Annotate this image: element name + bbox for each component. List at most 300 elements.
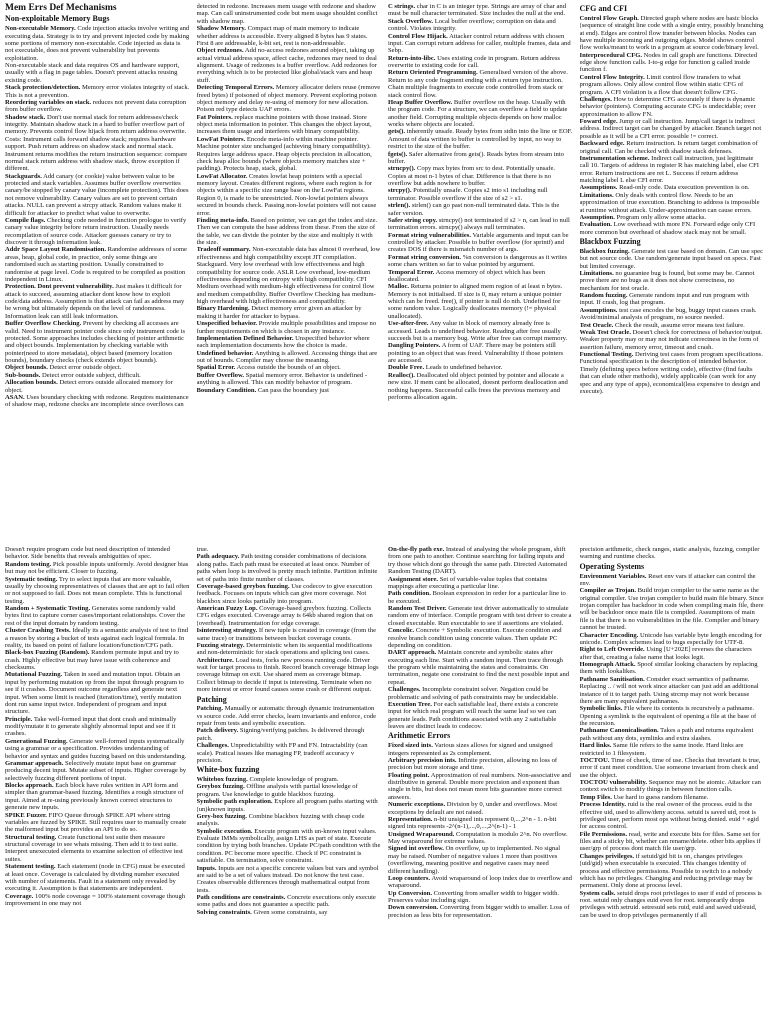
entry-text: Offline analysis with partial knowledge of program. Use knowledge to guide blackbox fuzzing. bbox=[196, 783, 358, 798]
entry-text: Set of variable-value tuples that contains mappings after executing a particular line. bbox=[388, 575, 548, 590]
top-column-2 bbox=[197, 3, 382, 541]
entry-text: Compact map of main memory to indicate whether address is accessible. Every aligned 8 bytes has 9 states. First 8 are addressable, k-bit set, rest is non-addressable. bbox=[196, 25, 368, 47]
entry-term: Test Oracle. bbox=[579, 321, 614, 329]
entry-return-oriented-programming bbox=[388, 69, 573, 99]
entry-text: Detect memory error given an attacker by making it harder for attacker to bypass. bbox=[196, 305, 362, 320]
entry-systematic-testing bbox=[5, 576, 190, 606]
bottom-half bbox=[5, 546, 764, 1024]
entry-dart-approach bbox=[388, 649, 573, 686]
entry-solving-constraints bbox=[197, 909, 382, 916]
entry-term: Hard links. bbox=[579, 742, 612, 750]
entry-format-string-vulnerabilities bbox=[388, 232, 573, 254]
entry-term: Blackbox fuzzing. bbox=[579, 247, 630, 255]
entry-term: Numeric exceptions. bbox=[388, 801, 446, 809]
section-heading-blackbox-fuzzing: Blackbox Fuzzing bbox=[579, 237, 641, 247]
entry-text: Use codecov to give execution feedback. Focuses on inputs which can give more coverage. Not blackbox since looks partially into program. bbox=[196, 582, 373, 605]
entry-pathname-sanitisation bbox=[580, 676, 765, 706]
entry-text: Takes a path and returns equivalent path without any dots, symlinks and extra slashes. bbox=[579, 727, 754, 742]
entry-continuation bbox=[197, 3, 382, 25]
entry-process-identity bbox=[580, 801, 765, 831]
entry-term: Symbolic path exploration. bbox=[196, 798, 273, 806]
entry-system-calls bbox=[580, 890, 765, 920]
entry-numeric-exceptions bbox=[388, 801, 573, 816]
entry-term: Malloc. bbox=[388, 283, 410, 291]
entry-file-permissions bbox=[580, 831, 765, 853]
entry-weak-test-oracle bbox=[580, 329, 765, 351]
entry-term: TOCTOU vulnerability. bbox=[579, 779, 648, 787]
entry-lowfat-allocator bbox=[197, 173, 382, 217]
entry-text: Doesn't require program code but need description of intended behavior. Side benefits that reveals ambiguities of spec. bbox=[5, 546, 170, 561]
entry-text: Signing/verifying patches. Is delivered through patch. bbox=[196, 727, 365, 742]
entry-sub-bounds bbox=[5, 372, 190, 379]
entry-term: Environment Variables. bbox=[579, 572, 647, 580]
entry-tradeoff-summary bbox=[197, 246, 382, 305]
entry-right-to-left-override bbox=[580, 646, 765, 661]
entry-assignment-store bbox=[388, 576, 573, 591]
entry-text: Uses boundary checking with redzone. Requires maintenance of shadow map, redzone checks are incomplete since overflows can bbox=[5, 393, 189, 409]
entry-term: Implementation Defined Behavior. bbox=[196, 334, 294, 342]
entry-text: precision arithmetic, check ranges, static analysis, fuzzing, compiler warning and runtime checks. bbox=[579, 546, 760, 561]
entry-signed-int-overflow bbox=[388, 845, 573, 875]
entry-toctou bbox=[580, 757, 765, 779]
entry-term: Tradeoff summary. bbox=[196, 246, 251, 254]
entry-structural-testing bbox=[5, 834, 190, 864]
entry-term: Instrumentation scheme. bbox=[579, 154, 650, 162]
entry-term: gets(). bbox=[388, 128, 406, 136]
entry-term: fgets(). bbox=[388, 150, 408, 158]
entry-statement-testing bbox=[5, 863, 190, 893]
top-half bbox=[5, 3, 764, 541]
entry-text: Read-only code. Data execution prevention is on. bbox=[619, 184, 750, 192]
entry-text: Take well-formed input that dont crash and minimally modify/mutate it to generate slightly abnormal input and see if it crashes. bbox=[5, 715, 177, 738]
entry-heap-buffer-overflow bbox=[388, 99, 573, 129]
entry-term: Evaluation. bbox=[579, 221, 612, 229]
entry-term: Assumptions. bbox=[579, 184, 618, 192]
entry-foward-edge bbox=[580, 118, 765, 140]
entry-text: replace machine pointers with those instead. Store object meta information in pointer. This changes the object layout, increases them usage and interferes with binary compatibility. bbox=[196, 113, 372, 136]
entry-c-strings bbox=[388, 3, 573, 18]
entry-text: Unicode has variable byte length encoding for unicode. Complex schemes lead to bugs especially for UTF-8. bbox=[579, 631, 762, 646]
entry-term: Execution Tree. bbox=[388, 700, 432, 708]
entry-term: Coverage-based greybox fuzzing. bbox=[196, 582, 290, 590]
entry-term: TOCTOU. bbox=[579, 756, 610, 764]
entry-term: Signed int overflow. bbox=[388, 845, 444, 853]
entry-execution-tree bbox=[388, 701, 573, 731]
entry-text: Encode meta-info within machine pointer. Machine pointer size unchanged (achieving binary compatibility). Requires large address space. Heap objects precision in allocation, check heap alloc bounds (where objects memory matches size + padding). Protects heap, stack, global. bbox=[196, 135, 372, 173]
entry-text: Memory error violates integrity of stack. This is not a prevention. bbox=[5, 84, 190, 99]
entry-term: Functional Testing. bbox=[579, 351, 634, 359]
entry-term: Object redzones. bbox=[196, 47, 244, 55]
entry-implementation-defined-behavior bbox=[197, 335, 382, 350]
entry-text: Explore all program paths starting with (un)known inputs. bbox=[196, 798, 378, 813]
entry-text: Time of check, time of use. Checks that invariant is true, error if cant meet condition. Use someone invariant from check and use the object. bbox=[579, 756, 761, 779]
entry-term: strlen(). bbox=[388, 202, 411, 210]
entry-object-redzones bbox=[197, 47, 382, 84]
entry-text: Randomise addresses of some areas, heap, global code, in practice, only some things are randomised such as starting position. Usually constrained to randomise at page level. Code is required to be compiled as position independent in Linux. bbox=[5, 246, 187, 283]
entry-term: Systematic testing. bbox=[5, 575, 58, 583]
bottom-column-3 bbox=[388, 546, 573, 1024]
entry-text: Low overhead with more FN. Forward edge only CFI more common but overhead of shadow stack may not be small. bbox=[579, 221, 756, 236]
entry-text: Program only allow some attacks. bbox=[616, 213, 707, 221]
entry-isinteresting-strategy bbox=[197, 627, 382, 642]
entry-interprocedural-cfg bbox=[580, 52, 765, 74]
entry-text: Just makes it difficult for attack to succeed, assuming attacker dont know how to exploit code/data address. Assumption is that attack can fail as address may be wrong but ultimately depends on the level of randomness. Information leak can still leak information. bbox=[5, 283, 185, 320]
entry-text: Avoid wraparound of loop index due to overflow and wraparound. bbox=[388, 874, 572, 890]
entry-symbolic-path-exploration bbox=[197, 798, 382, 813]
entry-term: File Permissions. bbox=[579, 830, 628, 838]
entry-text: Taken in seed and mutation input. Obtain an input by performing mutation op from the input through program to see if it crashes. Document outcome regardless and generate next input. When some limit is reached (iteration/time), verify mutation dont run same input twice. Independent of program and input structure. bbox=[5, 671, 184, 716]
entry-text: Path testing consider combinations of decisions along paths. Each path must be executed at least once. Number of paths when loop is involved is pretty much infinite. Partition infinite set of paths into finite number of classes. bbox=[196, 553, 378, 583]
entry-text: Potentially unsafe. Copies s2 into s1 including null terminator. Possible overflow if the size of s2 > s1. bbox=[388, 187, 548, 202]
entry-lowfat-pointers bbox=[197, 136, 382, 173]
entry-term: Limitations. bbox=[579, 269, 614, 277]
entry-stack-protection-detection bbox=[5, 84, 190, 99]
entry-term: Arbitrary precision ints. bbox=[388, 756, 457, 764]
entry-term: Temp Files. bbox=[579, 793, 612, 801]
entry-text: Attacker control return address with chosen input. Can corrupt return address for caller, multiple frames, data and Sebp. bbox=[388, 32, 571, 55]
entry-inputs bbox=[197, 865, 382, 895]
entry-fat-pointers bbox=[197, 114, 382, 136]
section-heading-white-box-fuzzing: White-box fuzzing bbox=[196, 765, 260, 775]
entry-text: If new tuple is created in coverage (from the same trace) or transitions between bucket coverage counts. bbox=[196, 627, 377, 642]
entry-term: Allocation bounds. bbox=[5, 379, 58, 387]
entry-fuzzing-strategy bbox=[197, 642, 382, 657]
entry-text: Memory allocator defers reuse (remove freed bytes) if poisoned of object memory. Prevent exploring poison object memory and delay re-using of memory for new allocation. Poison red type detects UAF errors. bbox=[196, 84, 381, 114]
entry-term: Random testing. bbox=[5, 560, 52, 568]
entry-text: Prevent by checking all accesses are valid. Need to instrument pointer code since only instrument code is protected. Some approaches includes checking of pointer arithmetic and object bounds. Implementation by checking variable with pointer(need to store metadata), object based (memory location bounds), boundary checks (check extends object bounds). bbox=[5, 320, 186, 365]
entry-term: Limitations. bbox=[579, 191, 614, 199]
bottom-column-2 bbox=[197, 546, 382, 1024]
entry-text: Each block have rules written in API form and simpler than grammar-based fuzzing. Identifies a rough structure of input. Aimed at re-using previously known correct structures to generate new inputs. bbox=[5, 782, 184, 812]
entry-text: Add no-access redzones around object, taking up actual virtual address space, affect cache, redzones may need to deal alignment. Usage of redzones is a buffer overflow. Add redzones for everything which is to be protected like global/stack vars and heap stuff. bbox=[196, 47, 377, 84]
entry-temporal-error bbox=[388, 269, 573, 284]
entry-text: Provide multiple possibilities and impose no further requirements on which is chosen in any instance. bbox=[196, 320, 377, 335]
entry-term: American Fuzzy Lop. bbox=[196, 605, 258, 612]
entry-on-the-fly-path-exe bbox=[388, 546, 573, 576]
entry-text: Deallocated old object pointed by pointer and allocate a new size. If mem cant be allocated, doesnt perform deallocation and nothing happens. Successful calls frees the previous memory and performs allocation again. bbox=[388, 371, 568, 401]
entry-detecting-temporal-errors bbox=[197, 84, 382, 114]
entry-text: Boolean expression in order for a particular line to be executed. bbox=[388, 590, 566, 605]
entry-term: Concolic. bbox=[388, 627, 415, 635]
entry-control-flow-graph bbox=[580, 15, 765, 52]
entry-strcpy bbox=[388, 187, 573, 202]
entry-path-condition bbox=[388, 590, 573, 605]
entry-text: Deterministic when its sequential modifications and non-deterministic for stack operations and splicing test cases. bbox=[196, 641, 373, 657]
entry-text: Based on pointer, we can get the index and size. Then we can compute the base address from these. From the size of the table, we can divide the pointer by the size and multiply it with the size. bbox=[196, 216, 378, 246]
entry-text: Detect error outside subject, difficult. bbox=[42, 371, 141, 379]
entry-up-conversion bbox=[388, 890, 573, 905]
entry-random-systematic-testing bbox=[5, 605, 190, 627]
entry-text: Create functional test suite then measure structural coverage to see whats missing. Then add it to test suite. Interpret unexecuted elements to examine selection of effective test suites. bbox=[5, 833, 183, 863]
entry-malloc bbox=[388, 283, 573, 320]
entry-text: Safer alternative from gets(). Reads bytes from stream into buffer. bbox=[388, 150, 564, 165]
entry-term: Fuzzing strategy. bbox=[196, 641, 245, 649]
entry-text: Unpredictability with FP and FN. Intractability (can scale). Pratical issues like managing FP, tradeoff accuracy v precision. bbox=[196, 742, 368, 764]
entry-term: Assumptions. bbox=[579, 306, 618, 314]
entry-text: Detect error outside object. bbox=[49, 364, 122, 372]
entry-text: Generate random input and run program with input. If crash, log that program. bbox=[579, 292, 749, 307]
entry-term: strncpy(). bbox=[388, 165, 416, 173]
entry-american-fuzzy-lop bbox=[197, 605, 382, 627]
entry-text: if setuid/gid bit is on, changes privileges (uid/gid) when executable is executed. This changes identity of process and effective permissions. Possible to switch to a nobody which has no privileges. Changing and reducing privilege may be permanent. Only done at process level. bbox=[579, 852, 753, 890]
entry-text: Build trojan compiler to the same name as the original compiler. Use trojan compiler to build main file binary. Since trojan compiler has backdoor in code when compiling main file, there will be backdoor once main file is compiled. Assumptions of main file is that there is no vulnerabilities in the file. Compiler and binary cannot be trusted. bbox=[579, 587, 764, 632]
entry-term: Inputs. bbox=[196, 864, 217, 872]
entry-assumption bbox=[580, 214, 765, 221]
entry-random-fuzzing bbox=[580, 292, 765, 307]
entry-text: Sequence may not be atomic. Attacker can context switch to modify things in between function calls. bbox=[579, 779, 761, 794]
entry-term: Stack Overflow. bbox=[388, 17, 434, 25]
entry-term: Boundary Condition. bbox=[196, 386, 257, 394]
entry-environment-variables bbox=[580, 573, 765, 588]
entry-term: Control Flow Integrity. bbox=[579, 73, 645, 81]
entry-text: Ideally its a semantic analysis of test to find a reason by storing a bucket of tests against each logical formula. In reality, its based on point of failure location/function/CFG path. bbox=[5, 627, 189, 649]
entry-text: Buffer overflow on the heap. Usually with the program code. For a structure, we can overflow a field to update another field. Corrupting multiple objects depends on how malloc works where objects are located. bbox=[388, 98, 568, 128]
entry-text: Instead of analysing the whole program, shift from one path to another. Continue searching for failing inputs and try those which dont go through the same path. Directed Automated Random Testing (DART). bbox=[388, 546, 567, 576]
entry-representation bbox=[388, 816, 573, 831]
entry-shadow-memory bbox=[197, 25, 382, 47]
entry-term: Floating point. bbox=[388, 771, 430, 779]
entry-text: %n conversion is dangerous as it writes some chars written so far to value pointed by argument. bbox=[388, 253, 568, 269]
entry-test-oracle bbox=[580, 322, 765, 329]
entry-term: Realloc(). bbox=[388, 371, 415, 379]
entry-text: 100% node coverage = 100% statement coverage though improvement in one may not bbox=[5, 892, 186, 907]
section-heading-patching: Patching bbox=[196, 694, 227, 704]
page-title: Mem Errs Def Mechanisms bbox=[5, 3, 117, 13]
entry-term: System calls. bbox=[579, 889, 616, 897]
entry-term: DART approach. bbox=[388, 649, 437, 657]
entry-text: Generate well-formed inputs systematically using a grammar or a specification. Provides understanding of behavior and syntax and guides fuzzing based on this understanding. bbox=[5, 737, 187, 760]
entry-term: Buffer Overflow Checking. bbox=[5, 320, 82, 328]
entry-binary-hardening bbox=[197, 305, 382, 320]
entry-text: Return instruction. Is return target combination of original call. Can be checked with shadow stack defenses. bbox=[579, 140, 758, 155]
entry-text: Copy max bytes from src to dest. Potentially unsafe. Copies at most n-1 bytes of char. Difference is that there is no overflow but adds nowhere to buffer. bbox=[388, 165, 556, 187]
entry-text: On overflow, up to implemented. No signal may be raised. Number of negative values 1 more than positives (overflowing, meaning positive and negative cases may need different handling). bbox=[388, 845, 561, 875]
entry-evaluation bbox=[580, 221, 765, 236]
entry-text: Anything is allowed. Accessing things that are out of bounds. Compiler may choose the meaning. bbox=[196, 349, 378, 364]
entry-coverage-based-greybox-fuzzing bbox=[197, 583, 382, 605]
entry-whitebox-fuzzing bbox=[197, 776, 382, 783]
entry-term: Path adequacy. bbox=[196, 553, 240, 561]
entry-text: FIFO Queue through SPIKE API where string variables are fuzzed by SPIKE. Still requires user to manually create the malformed input but provides an API to do so. bbox=[5, 811, 187, 834]
entry-addr-space-layout-randomisation bbox=[5, 246, 190, 283]
top-column-4 bbox=[580, 3, 765, 541]
entry-text: Given some constraints, say bbox=[253, 908, 328, 916]
entry-grammar-approach bbox=[5, 760, 190, 782]
entry-text: ruid is the real owner of the process. euid is the effective uid, used to allow/deny access. setuid is saved uid, root is privileged user, perform most ops without being denied. euid + egid for access control. bbox=[579, 801, 759, 831]
entry-strncpy bbox=[388, 165, 573, 187]
entry-coverage bbox=[5, 893, 190, 908]
entry-text: Non-executable data has almost 0 overhead, low effectiveness and high compatibility except JIT compilation. Stackguard. Very low overhead with low effectiveness and high compatibility for source code. ASLR Low overhead, low-medium effectiveness depending on entropy with high compatibility. CFI Medium overhead with medium-high effectiveness for control flow and medium compatibility. Buffer Overflow Checking has medium-high overhead with high effectiveness and compatibility. bbox=[196, 246, 381, 305]
entry-floating-point bbox=[388, 772, 573, 802]
entry-fgets bbox=[388, 151, 573, 166]
entry-principle bbox=[5, 716, 190, 738]
entry-text: Maintain concrete and symbolic states after executing each line. Start with a random input. Then trace through the program while maintaining the states and constraints. On termination, negate one constraint to find the next possible input and repeat. bbox=[388, 649, 570, 686]
entry-path-conditions-are-constraints bbox=[197, 894, 382, 909]
entry-text: Pick possible inputs uniformly. Avoid designer bias but may not be efficient. Closer to fuzzing. bbox=[5, 560, 189, 576]
top-column-3 bbox=[388, 3, 573, 541]
entry-loop-counters bbox=[388, 875, 573, 890]
entry-text: inherently unsafe. Ready bytes from stdin into the line or EOF. Amount of data written to buffer is controlled by input, no way to restrict to the size of the buffer. bbox=[388, 128, 573, 151]
entry-text: Variable arguments and input can be controlled by attacker. Possible to buffer overflow (for sprintf) and creates DOS if there is mismatch number of args. bbox=[388, 231, 569, 254]
entry-term: On-the-fly path exe. bbox=[388, 546, 445, 553]
entry-text: Load tests, forks new process running code. Driver wait for target process to finish. Record branch coverage bitmap logs coverage bitmap on exit. Use shared mem as coverage bitmap. Collect bitmap to decide if input is interesting. Terminate when no more interest or error found causes some crash or different output. bbox=[196, 656, 379, 694]
entry-text: Manually or automatic through dynamic instrumentation vs source code. Add error checks, learn invariants and enforce, code repair from tests and symbolic execution. bbox=[196, 705, 377, 728]
entry-text: Generates some randomly valid bytes first to capture corner cases/important relationships. Cover the rest of the input domain by random testing. bbox=[5, 605, 185, 627]
entry-random-test-driver bbox=[388, 605, 573, 627]
entry-term: Undefined behavior. bbox=[196, 349, 254, 357]
entry-text: Division by 0, under and overflows. Most exceptions by default are not raised. bbox=[388, 801, 558, 816]
entry-text: A form of UAF. There may be pointers still pointing to an object that was freed. Vulnerability if those pointers are accessed. bbox=[388, 342, 564, 364]
entry-term: Fat Pointers. bbox=[196, 113, 233, 121]
entry-text: reduces not prevent data corruption from buffer overflow. bbox=[5, 98, 187, 114]
entry-term: Safer string copy. bbox=[388, 216, 438, 224]
entry-boundary-condition bbox=[197, 387, 382, 394]
entry-text: Code injection attacks involve writing and executing data. Strategy is to try and prevent injected code by making some portions of memory non-executable. Code injected as data is not executable, does not prevent vulnerability but prevents exploitation. bbox=[5, 25, 190, 62]
entry-term: Challenges. bbox=[579, 95, 612, 103]
entry-term: Architecture. bbox=[196, 656, 234, 664]
entry-text: Nodes in call graph are functions. Directed edge show function calls. I-to-g edge for function g called inside function f. bbox=[579, 51, 758, 74]
entry-term: Homograph Attack. bbox=[579, 661, 636, 669]
entry-term: Shadow Memory. bbox=[196, 25, 246, 33]
entry-text: Check the result, assume error means test failure. bbox=[614, 321, 745, 329]
entry-grey-box-fuzzing bbox=[197, 813, 382, 828]
entry-concolic bbox=[388, 627, 573, 649]
entry-term: Stackguards. bbox=[5, 172, 42, 180]
entry-term: Dangling Pointers. bbox=[388, 342, 441, 350]
entry-changes-privileges bbox=[580, 853, 765, 890]
entry-term: Object bounds. bbox=[5, 364, 48, 372]
entry-term: Challenges. bbox=[196, 742, 229, 750]
entry-stack-overflow bbox=[388, 18, 573, 33]
entry-format-string-conversion bbox=[388, 254, 573, 269]
entry-continuation bbox=[5, 62, 190, 84]
entry-term: Grey-box fuzzing. bbox=[196, 812, 247, 820]
entry-unsigned-wraparound bbox=[388, 831, 573, 846]
section-heading-arithmetic-errors: Arithmetic Errors bbox=[388, 731, 451, 741]
entry-text: Creates lowfat heap pointers with a special memory layout. Creates different regions, where each region is for objects within a specific size range base on the LowFat regions. Region 0, is made to be unrestricted. Non-lowfat pointers always secured in bounds check. Passing non-lowfat pointers will not cause error. bbox=[196, 172, 377, 217]
entry-text: Same file refers to the same inode. Hard links are restricted to 1 filesystem. bbox=[579, 742, 744, 757]
entry-challenges bbox=[197, 742, 382, 764]
entry-patch-delivery bbox=[197, 727, 382, 742]
entry-text: Spatial memory error. Behavior is undefined - anything is allowed. This can modify behavior of program. bbox=[196, 371, 368, 387]
entry-assumptions bbox=[580, 307, 765, 322]
entry-homograph-attack bbox=[580, 661, 765, 676]
entry-text: Concrete + Symbolic execution. Execute condition and resolve branch condition using concrete values. Then update PC depending on condition. bbox=[388, 627, 562, 649]
entry-challenges bbox=[580, 96, 765, 118]
entry-term: Interprocedural CFG. bbox=[579, 51, 643, 59]
entry-term: Process Identity. bbox=[579, 801, 626, 809]
section-heading-cfg-and-cfi: CFG and CFI bbox=[579, 4, 628, 13]
entry-term: Statement testing. bbox=[5, 863, 56, 871]
entry-term: Symbolic execution. bbox=[196, 827, 253, 835]
entry-term: LowFat Allocator. bbox=[196, 172, 248, 180]
entry-term: Solving constraints. bbox=[196, 908, 252, 916]
entry-symbolic-links bbox=[580, 705, 765, 727]
entry-text: no guarantee bug is found, but some may be. Cannot prove there are no bugs as it does not show correctness, no mechanism for test oracle. bbox=[579, 269, 755, 292]
entry-text: Use hard to guess random filename. bbox=[613, 793, 709, 801]
entry-term: Shadow stack. bbox=[5, 113, 46, 121]
entry-term: Whitebox fuzzing. bbox=[196, 776, 248, 784]
entry-term: Grammar approach. bbox=[5, 759, 64, 767]
entry-term: Heap Buffer Overflow. bbox=[388, 98, 453, 106]
entry-spike-fuzzer bbox=[5, 812, 190, 834]
entry-blocks-approach bbox=[5, 782, 190, 812]
entry-text: strncpy() not terminated if s2 > n, can lead to null termination errors. strncpy() always null terminates. bbox=[388, 216, 570, 232]
entry-text: Combine blackbox fuzzing with cheap code analysis. bbox=[196, 812, 365, 828]
entry-term: Random fuzzing. bbox=[579, 292, 628, 300]
entry-term: Changes privileges. bbox=[579, 852, 635, 860]
entry-text: Generate test case based on domain. Can use spec but not source code. Use random/generate input based on specs. Fast but limited coverage. bbox=[579, 247, 764, 270]
entry-black-box-fuzzing-random bbox=[5, 649, 190, 671]
entry-text: Checking code needed in function prologue to verify canary value integrity before return instruction. Usually needs recompilation of source code. Attacker guesses canary or try to discover it through information leak. bbox=[5, 216, 187, 247]
entry-text: Incomplete constraint solver. Negation could be problematic and solving of path constraints may be undecidable. bbox=[388, 686, 559, 701]
entry-term: Isinteresting strategy. bbox=[196, 627, 258, 635]
entry-pathname-canonicalisation bbox=[580, 727, 765, 742]
entry-term: Reordering variables on stack. bbox=[5, 98, 92, 106]
entry-term: Binary Hardening. bbox=[196, 305, 250, 313]
entry-architecture bbox=[197, 657, 382, 694]
bottom-column-1 bbox=[5, 546, 190, 1024]
entry-control-flow-hijack bbox=[388, 33, 573, 55]
entry-continuation bbox=[197, 546, 382, 553]
entry-shadow-stack bbox=[5, 114, 190, 173]
entry-term: Use-after-free. bbox=[388, 320, 429, 328]
entry-term: Sub-bounds. bbox=[5, 371, 41, 379]
entry-backward-edge bbox=[580, 140, 765, 155]
entry-temp-files bbox=[580, 794, 765, 801]
entry-term: Down conversion. bbox=[388, 904, 439, 912]
entry-term: Addr Space Layout Randomisation. bbox=[5, 246, 107, 254]
entry-term: Spatial Error. bbox=[196, 364, 236, 372]
entry-compile-flags bbox=[5, 217, 190, 247]
entry-text: n-bit unsigned ints represent 0,...,2^n - 1. n-bit signed ints represents -2^(n-1),...,0,...,2^(n-1) - 1 bbox=[388, 815, 557, 831]
entry-text: Leads to undefined behavior. bbox=[425, 364, 503, 372]
entry-assumptions bbox=[580, 184, 765, 191]
entry-text: Various sizes allows for signed and unsigned integers represented as 2s complement. bbox=[388, 742, 553, 757]
entry-term: Return-into-libc. bbox=[388, 54, 436, 62]
entry-non-executable-memory bbox=[5, 25, 190, 62]
entry-text: Don't use normal stack for return addresses/check integrity. Maintain shadow stack in a hard to buffer overflow part of memory. Prevents control flow hijack from return address overwrite. Costs: Instrument calls forward shadow stack; requires hardware support. Push return address on shadow stack and normal stack. Instrument returns modifies the return instruction sequence: compare normal stack return address with shadow stack, throw exception if different. bbox=[5, 113, 188, 173]
entry-text: Any value in block of memory already free is accessed. Leads to undefined behavior. Reading after free usually succeeds but is a memory bug. Write after free can corrupt memory. bbox=[388, 320, 568, 342]
entry-text: Execute program with un-known input values. Evaluate IMMs symbolically, assign LHS as part of state. Execute condition by trying both branches. Update PC/path condition with the condition. PC become more specific. Check if PC constraint is satisfiable. On termination, solve constraint. bbox=[196, 827, 381, 865]
entry-term: Blocks approach. bbox=[5, 782, 54, 789]
entry-text: Concrete executions only execute some paths and does not guarantee a specific path. bbox=[196, 894, 376, 909]
section-heading-operating-systems: Operating Systems bbox=[579, 561, 645, 571]
entry-text: Detect errors outside allocated memory for object. bbox=[5, 379, 173, 394]
entry-term: Up Conversion. bbox=[388, 889, 432, 897]
entry-use-after-free bbox=[388, 320, 573, 342]
entry-continuation bbox=[580, 546, 765, 561]
entry-functional-testing bbox=[580, 351, 765, 395]
entry-text: For each satisfiable leaf, there exists a concrete input for which real program will reach the same leaf so we can generate leads. Path conditions associated with any 2 satisfiable leaves are distinct leads to codecov. bbox=[388, 700, 559, 730]
entry-text: Unspecified behavior where each implementation documents how the choice is made. bbox=[196, 334, 370, 350]
entry-text: Directed graph where nodes are basic blocks (sequence of straight line code with a single entry, possibly branching at end). Edges are control flow transfer between blocks. Nodes can have multiple incoming and outgoing edges. Model shows control flow works/meant to work in a program at source code/binary level. bbox=[579, 14, 764, 52]
entry-term: Assignment store. bbox=[388, 575, 439, 583]
entry-double-free bbox=[388, 364, 573, 371]
entry-term: Fixed sized ints. bbox=[388, 742, 433, 750]
entry-term: Right to Left Override. bbox=[579, 646, 645, 654]
entry-term: Representation. bbox=[388, 815, 433, 823]
entry-text: Can pass the boundary just bbox=[257, 386, 329, 394]
entry-unspecified-behavior bbox=[197, 320, 382, 335]
entry-text: Uses existing code in program. Return address overwrite to existing code for call. bbox=[388, 54, 560, 69]
entry-term: Greybox fuzzing. bbox=[196, 783, 245, 791]
entry-text: Generate test driver automatically to simulate random env of interface. Compile program with test driver to create a closed executable. Run executable to see if assertions are violated. bbox=[388, 605, 572, 627]
entry-text: File where its contents is recursively a pathname. Opening a symlink is the equivalent of opening a file at the base of the recursion. bbox=[579, 705, 757, 728]
entry-term: Generational Fuzzing. bbox=[5, 737, 68, 745]
entry-symbolic-execution bbox=[197, 828, 382, 865]
entry-text: Inputs are not a specific concrete values but vars and symbol are said to be a set of values instead. Do not know the test case. Creates observable differences through mathematical output from tests. bbox=[196, 864, 379, 894]
